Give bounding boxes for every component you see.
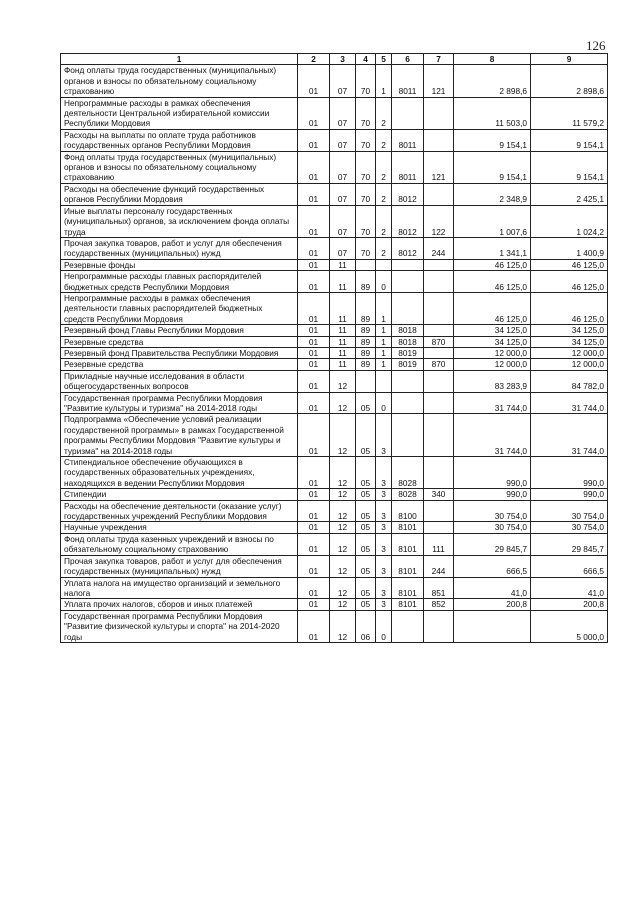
amount-year-2: 990,0 <box>531 489 608 500</box>
expense-type-code: 870 <box>424 336 454 347</box>
table-row <box>61 336 608 347</box>
table-row <box>61 555 608 577</box>
subsection-code: 11 <box>330 347 356 358</box>
amount-year-1: 12 000,0 <box>454 359 531 370</box>
section-code: 01 <box>298 259 330 270</box>
budget-table <box>60 53 608 643</box>
subprogram-code: 2 <box>376 183 392 205</box>
table-row <box>61 292 608 324</box>
table-body <box>61 65 608 643</box>
amount-year-1: 2 898,6 <box>454 65 531 97</box>
program-code: 05 <box>356 599 376 610</box>
section-code: 01 <box>298 555 330 577</box>
subprogram-code: 3 <box>376 414 392 457</box>
row-name: Уплата прочих налогов, сборов и иных платежей <box>61 599 298 610</box>
amount-year-2: 990,0 <box>531 457 608 489</box>
program-code: 05 <box>356 414 376 457</box>
section-code: 01 <box>298 237 330 259</box>
row-name: Прочая закупка товаров, работ и услуг для обеспечения государственных (муниципальных) нужд <box>61 237 298 259</box>
amount-year-2: 46 125,0 <box>531 259 608 270</box>
row-name: Резервные фонды <box>61 259 298 270</box>
subsection-code: 12 <box>330 522 356 533</box>
expense-type-code <box>424 522 454 533</box>
article-code <box>392 392 424 414</box>
section-code: 01 <box>298 457 330 489</box>
table-row <box>61 370 608 392</box>
section-code: 01 <box>298 325 330 336</box>
row-name: Резервный фонд Правительства Республики Мордовия <box>61 347 298 358</box>
amount-year-1: 200,8 <box>454 599 531 610</box>
article-code <box>392 370 424 392</box>
subsection-code: 12 <box>330 599 356 610</box>
row-name: Фонд оплаты труда государственных (муниципальных) органов и взносы по обязательному социальному страхованию <box>61 151 298 183</box>
subprogram-code: 1 <box>376 325 392 336</box>
expense-type-code: 122 <box>424 205 454 237</box>
amount-year-2: 84 782,0 <box>531 370 608 392</box>
subsection-code: 11 <box>330 292 356 324</box>
table-row <box>61 65 608 97</box>
program-code: 70 <box>356 97 376 129</box>
amount-year-1: 41,0 <box>454 577 531 599</box>
col-header-8: 8 <box>454 54 531 65</box>
subsection-code: 12 <box>330 533 356 555</box>
col-header-1: 1 <box>61 54 298 65</box>
amount-year-1: 46 125,0 <box>454 292 531 324</box>
table-row <box>61 151 608 183</box>
article-code: 8018 <box>392 325 424 336</box>
amount-year-1: 34 125,0 <box>454 325 531 336</box>
row-name: Расходы на выплаты по оплате труда работников государственных органов Республики Мордовия <box>61 129 298 151</box>
program-code: 70 <box>356 183 376 205</box>
col-header-6: 6 <box>392 54 424 65</box>
subsection-code: 07 <box>330 183 356 205</box>
subsection-code: 11 <box>330 325 356 336</box>
row-name: Фонд оплаты труда государственных (муниципальных) органов и взносы по обязательному социальному страхованию <box>61 65 298 97</box>
article-code: 8101 <box>392 599 424 610</box>
col-header-3: 3 <box>330 54 356 65</box>
amount-year-2: 2 898,6 <box>531 65 608 97</box>
amount-year-1: 34 125,0 <box>454 336 531 347</box>
table-row <box>61 259 608 270</box>
amount-year-1: 46 125,0 <box>454 259 531 270</box>
row-name: Расходы на обеспечение деятельности (оказание услуг) государственных учреждений Республики Мордовия <box>61 500 298 522</box>
amount-year-2: 46 125,0 <box>531 271 608 293</box>
program-code: 89 <box>356 336 376 347</box>
subprogram-code: 3 <box>376 577 392 599</box>
section-code: 01 <box>298 522 330 533</box>
subprogram-code: 2 <box>376 237 392 259</box>
row-name: Непрограммные расходы в рамках обеспечения деятельности главных распорядителей бюджетных средств Республики Мордовия <box>61 292 298 324</box>
subprogram-code: 2 <box>376 151 392 183</box>
section-code: 01 <box>298 347 330 358</box>
expense-type-code: 244 <box>424 237 454 259</box>
section-code: 01 <box>298 292 330 324</box>
article-code: 8011 <box>392 65 424 97</box>
article-code: 8019 <box>392 359 424 370</box>
program-code: 89 <box>356 325 376 336</box>
section-code: 01 <box>298 97 330 129</box>
table-row <box>61 205 608 237</box>
program-code <box>356 370 376 392</box>
subsection-code: 07 <box>330 97 356 129</box>
expense-type-code <box>424 347 454 358</box>
subprogram-code: 3 <box>376 489 392 500</box>
amount-year-2: 31 744,0 <box>531 414 608 457</box>
amount-year-1: 9 154,1 <box>454 151 531 183</box>
table-row <box>61 237 608 259</box>
amount-year-1: 12 000,0 <box>454 347 531 358</box>
amount-year-1: 990,0 <box>454 457 531 489</box>
section-code: 01 <box>298 489 330 500</box>
article-code <box>392 259 424 270</box>
amount-year-2: 34 125,0 <box>531 336 608 347</box>
row-name: Резервные средства <box>61 359 298 370</box>
article-code: 8101 <box>392 533 424 555</box>
row-name: Научные учреждения <box>61 522 298 533</box>
section-code: 01 <box>298 500 330 522</box>
amount-year-2: 46 125,0 <box>531 292 608 324</box>
subsection-code: 07 <box>330 151 356 183</box>
expense-type-code <box>424 414 454 457</box>
table-row <box>61 359 608 370</box>
row-name: Государственная программа Республики Мордовия "Развитие физической культуры и спорта" на 2014-2020 годы <box>61 610 298 642</box>
row-name: Государственная программа Республики Мордовия "Развитие культуры и туризма" на 2014-2018 годы <box>61 392 298 414</box>
expense-type-code: 851 <box>424 577 454 599</box>
article-code: 8101 <box>392 522 424 533</box>
row-name: Иные выплаты персоналу государственных (муниципальных) органов, за исключением фонда оплаты труда <box>61 205 298 237</box>
subprogram-code <box>376 259 392 270</box>
section-code: 01 <box>298 610 330 642</box>
amount-year-2: 30 754,0 <box>531 500 608 522</box>
program-code: 70 <box>356 205 376 237</box>
section-code: 01 <box>298 151 330 183</box>
amount-year-2: 9 154,1 <box>531 129 608 151</box>
program-code: 89 <box>356 292 376 324</box>
expense-type-code <box>424 500 454 522</box>
amount-year-1: 30 754,0 <box>454 522 531 533</box>
section-code: 01 <box>298 392 330 414</box>
table-row <box>61 457 608 489</box>
subsection-code: 07 <box>330 65 356 97</box>
expense-type-code: 244 <box>424 555 454 577</box>
subsection-code: 12 <box>330 370 356 392</box>
program-code: 05 <box>356 489 376 500</box>
subsection-code: 11 <box>330 359 356 370</box>
article-code: 8012 <box>392 237 424 259</box>
expense-type-code <box>424 97 454 129</box>
expense-type-code <box>424 392 454 414</box>
expense-type-code <box>424 259 454 270</box>
section-code: 01 <box>298 205 330 237</box>
row-name: Расходы на обеспечение функций государственных органов Республики Мордовия <box>61 183 298 205</box>
amount-year-2: 2 425,1 <box>531 183 608 205</box>
article-code: 8019 <box>392 347 424 358</box>
expense-type-code <box>424 129 454 151</box>
program-code: 70 <box>356 65 376 97</box>
subprogram-code: 0 <box>376 610 392 642</box>
program-code: 70 <box>356 151 376 183</box>
subsection-code: 12 <box>330 500 356 522</box>
article-code <box>392 292 424 324</box>
article-code: 8011 <box>392 151 424 183</box>
program-code: 05 <box>356 392 376 414</box>
amount-year-2: 31 744,0 <box>531 392 608 414</box>
program-code: 05 <box>356 500 376 522</box>
row-name: Непрограммные расходы главных распорядителей бюджетных средств Республики Мордовия <box>61 271 298 293</box>
subprogram-code: 3 <box>376 533 392 555</box>
expense-type-code <box>424 292 454 324</box>
program-code: 06 <box>356 610 376 642</box>
section-code: 01 <box>298 129 330 151</box>
expense-type-code <box>424 183 454 205</box>
row-name: Непрограммные расходы в рамках обеспечения деятельности Центральной избирательной комиссии Республики Мордовия <box>61 97 298 129</box>
section-code: 01 <box>298 336 330 347</box>
program-code: 05 <box>356 457 376 489</box>
amount-year-2: 34 125,0 <box>531 325 608 336</box>
expense-type-code: 111 <box>424 533 454 555</box>
article-code: 8018 <box>392 336 424 347</box>
subsection-code: 12 <box>330 610 356 642</box>
table-row <box>61 271 608 293</box>
article-code <box>392 610 424 642</box>
row-name: Уплата налога на имущество организаций и земельного налога <box>61 577 298 599</box>
amount-year-1: 83 283,9 <box>454 370 531 392</box>
amount-year-1: 46 125,0 <box>454 271 531 293</box>
subprogram-code: 2 <box>376 205 392 237</box>
subsection-code: 07 <box>330 129 356 151</box>
section-code: 01 <box>298 271 330 293</box>
row-name: Резервный фонд Главы Республики Мордовия <box>61 325 298 336</box>
table-row <box>61 610 608 642</box>
section-code: 01 <box>298 65 330 97</box>
section-code: 01 <box>298 533 330 555</box>
row-name: Стипендии <box>61 489 298 500</box>
col-header-7: 7 <box>424 54 454 65</box>
subsection-code: 11 <box>330 336 356 347</box>
article-code: 8012 <box>392 205 424 237</box>
amount-year-1: 30 754,0 <box>454 500 531 522</box>
table-row <box>61 489 608 500</box>
col-header-9: 9 <box>531 54 608 65</box>
expense-type-code <box>424 325 454 336</box>
col-header-4: 4 <box>356 54 376 65</box>
table-row <box>61 129 608 151</box>
amount-year-2: 200,8 <box>531 599 608 610</box>
amount-year-2: 11 579,2 <box>531 97 608 129</box>
row-name: Стипендиальное обеспечение обучающихся в государственных образовательных учреждениях, находящихся в ведении Республики Мордовия <box>61 457 298 489</box>
subsection-code: 12 <box>330 457 356 489</box>
article-code: 8028 <box>392 489 424 500</box>
page-number: 126 <box>586 38 606 53</box>
amount-year-1: 990,0 <box>454 489 531 500</box>
amount-year-2: 29 845,7 <box>531 533 608 555</box>
article-code <box>392 414 424 457</box>
subprogram-code: 1 <box>376 359 392 370</box>
subprogram-code: 3 <box>376 555 392 577</box>
program-code: 05 <box>356 533 376 555</box>
article-code: 8100 <box>392 500 424 522</box>
article-code: 8101 <box>392 555 424 577</box>
header-row <box>61 54 608 65</box>
program-code <box>356 259 376 270</box>
article-code: 8012 <box>392 183 424 205</box>
subprogram-code: 1 <box>376 292 392 324</box>
amount-year-2: 30 754,0 <box>531 522 608 533</box>
table-row <box>61 414 608 457</box>
program-code: 89 <box>356 271 376 293</box>
subprogram-code: 3 <box>376 522 392 533</box>
subsection-code: 11 <box>330 271 356 293</box>
expense-type-code: 852 <box>424 599 454 610</box>
expense-type-code: 340 <box>424 489 454 500</box>
table-row <box>61 500 608 522</box>
subprogram-code <box>376 370 392 392</box>
table-row <box>61 183 608 205</box>
row-name: Прочая закупка товаров, работ и услуг для обеспечения государственных (муниципальных) нужд <box>61 555 298 577</box>
amount-year-2: 12 000,0 <box>531 347 608 358</box>
amount-year-2: 1 400,9 <box>531 237 608 259</box>
article-code: 8101 <box>392 577 424 599</box>
row-name: Прикладные научные исследования в области общегосударственных вопросов <box>61 370 298 392</box>
expense-type-code: 870 <box>424 359 454 370</box>
amount-year-1: 11 503,0 <box>454 97 531 129</box>
section-code: 01 <box>298 599 330 610</box>
amount-year-2: 41,0 <box>531 577 608 599</box>
program-code: 05 <box>356 555 376 577</box>
amount-year-1: 2 348,9 <box>454 183 531 205</box>
subsection-code: 12 <box>330 414 356 457</box>
subprogram-code: 3 <box>376 500 392 522</box>
article-code: 8011 <box>392 129 424 151</box>
expense-type-code <box>424 370 454 392</box>
amount-year-1: 1 007,6 <box>454 205 531 237</box>
amount-year-1: 31 744,0 <box>454 392 531 414</box>
table-row <box>61 347 608 358</box>
expense-type-code: 121 <box>424 151 454 183</box>
table-row <box>61 577 608 599</box>
subsection-code: 12 <box>330 577 356 599</box>
amount-year-2: 666,5 <box>531 555 608 577</box>
subprogram-code: 3 <box>376 457 392 489</box>
subsection-code: 07 <box>330 237 356 259</box>
amount-year-1: 31 744,0 <box>454 414 531 457</box>
subprogram-code: 2 <box>376 129 392 151</box>
subprogram-code: 0 <box>376 271 392 293</box>
subsection-code: 12 <box>330 489 356 500</box>
section-code: 01 <box>298 183 330 205</box>
section-code: 01 <box>298 577 330 599</box>
table-row <box>61 325 608 336</box>
amount-year-2: 1 024,2 <box>531 205 608 237</box>
amount-year-1: 9 154,1 <box>454 129 531 151</box>
article-code: 8028 <box>392 457 424 489</box>
row-name: Резервные средства <box>61 336 298 347</box>
amount-year-2: 5 000,0 <box>531 610 608 642</box>
expense-type-code: 121 <box>424 65 454 97</box>
table-row <box>61 533 608 555</box>
subprogram-code: 1 <box>376 65 392 97</box>
row-name: Подпрограмма «Обеспечение условий реализации государственной программы» в рамках Государственной программы Республики Мордовия "Развитие культуры и туризма" на 2014-2018 годы <box>61 414 298 457</box>
subsection-code: 12 <box>330 555 356 577</box>
expense-type-code <box>424 610 454 642</box>
section-code: 01 <box>298 414 330 457</box>
program-code: 05 <box>356 522 376 533</box>
article-code <box>392 271 424 293</box>
table-row <box>61 97 608 129</box>
amount-year-2: 12 000,0 <box>531 359 608 370</box>
col-header-5: 5 <box>376 54 392 65</box>
table-row <box>61 522 608 533</box>
expense-type-code <box>424 271 454 293</box>
program-code: 70 <box>356 237 376 259</box>
subsection-code: 11 <box>330 259 356 270</box>
subprogram-code: 1 <box>376 347 392 358</box>
amount-year-1: 29 845,7 <box>454 533 531 555</box>
expense-type-code <box>424 457 454 489</box>
program-code: 89 <box>356 347 376 358</box>
program-code: 05 <box>356 577 376 599</box>
table-row <box>61 392 608 414</box>
subprogram-code: 0 <box>376 392 392 414</box>
row-name: Фонд оплаты труда казенных учреждений и взносы по обязательному социальному страхованию <box>61 533 298 555</box>
program-code: 89 <box>356 359 376 370</box>
amount-year-1: 666,5 <box>454 555 531 577</box>
amount-year-2: 9 154,1 <box>531 151 608 183</box>
amount-year-1 <box>454 610 531 642</box>
subprogram-code: 1 <box>376 336 392 347</box>
section-code: 01 <box>298 370 330 392</box>
subsection-code: 07 <box>330 205 356 237</box>
amount-year-1: 1 341,1 <box>454 237 531 259</box>
section-code: 01 <box>298 359 330 370</box>
subprogram-code: 2 <box>376 97 392 129</box>
subprogram-code: 3 <box>376 599 392 610</box>
col-header-2: 2 <box>298 54 330 65</box>
subsection-code: 12 <box>330 392 356 414</box>
program-code: 70 <box>356 129 376 151</box>
table-row <box>61 599 608 610</box>
article-code <box>392 97 424 129</box>
